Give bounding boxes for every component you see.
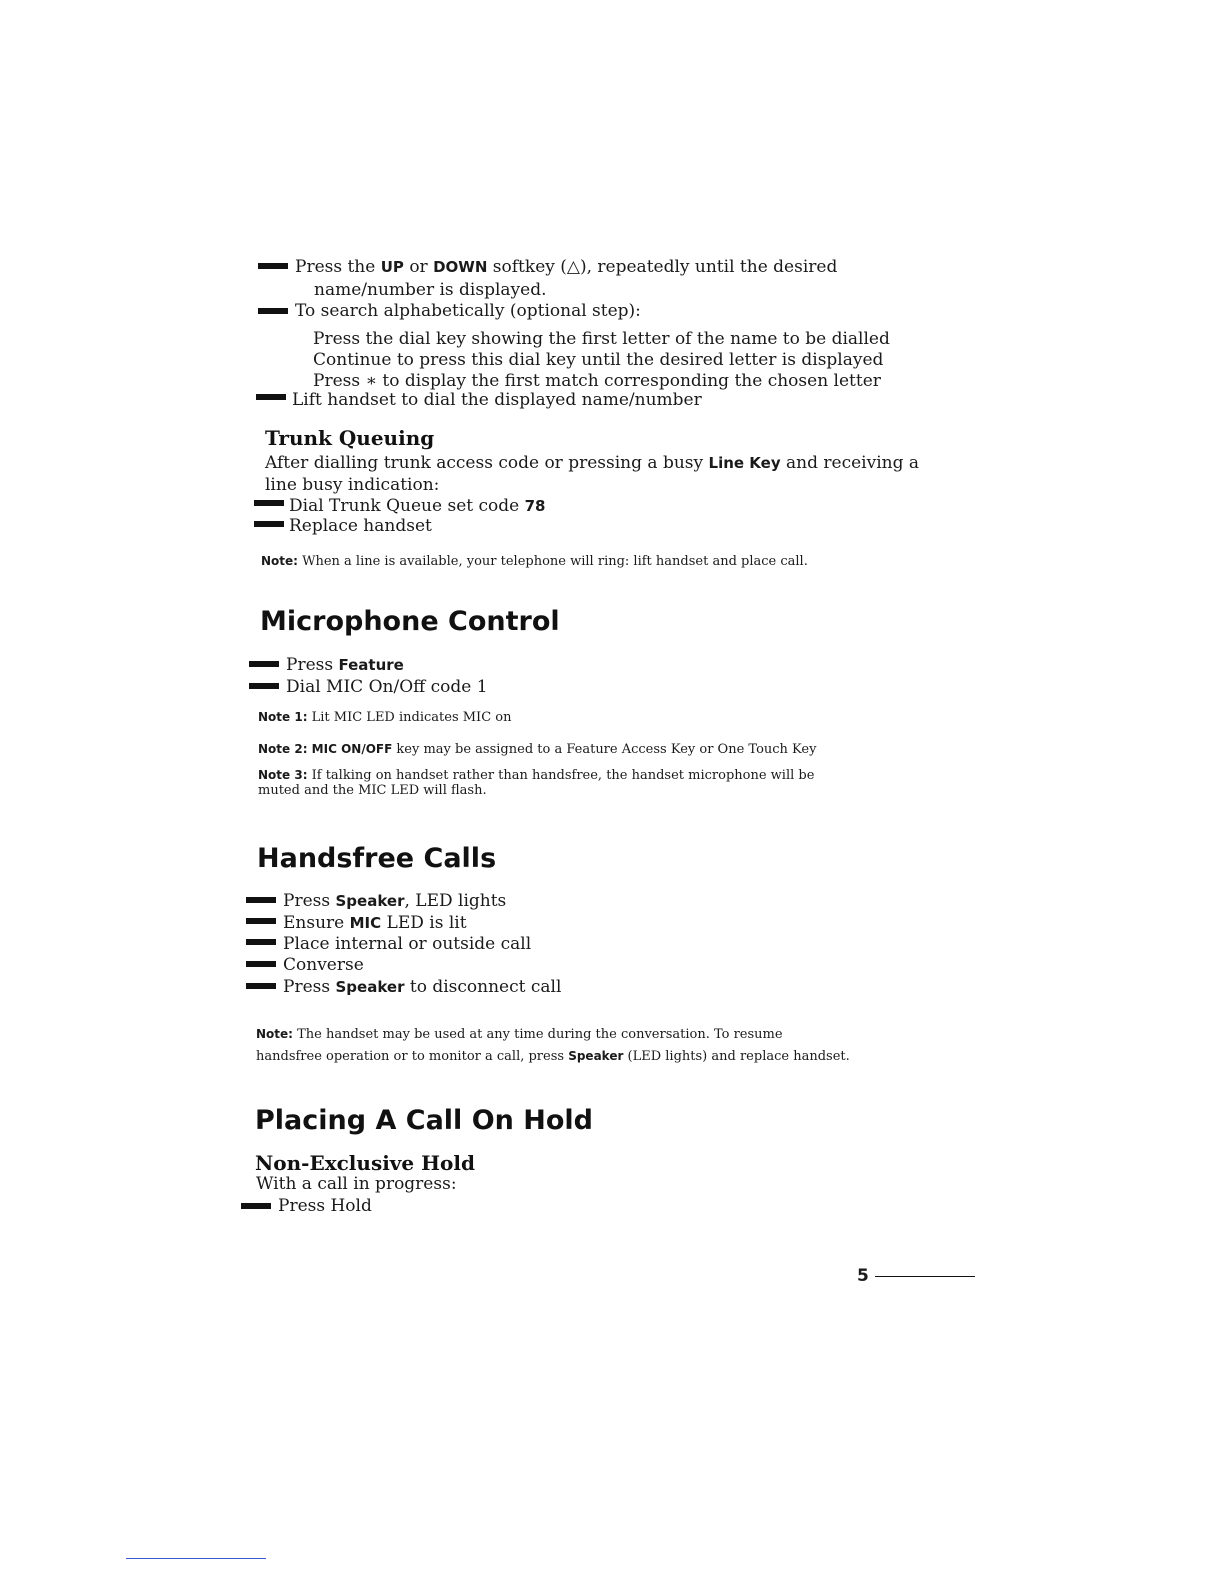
mic-label: MIC [349,914,382,932]
page-number: 5 [857,1266,869,1286]
bullet-icon [246,918,276,924]
section-title-handsfree-calls: Handsfree Calls [257,843,497,874]
step-text: LED is lit [381,913,467,933]
intro-text: After dialling trunk access code or pressing a busy [265,453,709,473]
feature-key-label: Feature [338,656,404,674]
step-disconnect [283,977,561,997]
step-place-call: Place internal or outside call [283,934,532,954]
note-label: Note 3: [258,768,308,782]
bullet-icon [249,661,279,667]
up-key-label: UP [380,258,404,276]
note-label: Note: [261,554,298,568]
note-label: Note 2: [258,742,308,756]
step-press-feature [286,655,404,675]
mic-note-3-line2: muted and the MIC LED will flash. [258,783,487,798]
step-converse: Converse [283,955,364,975]
handsfree-note-line2 [256,1048,850,1065]
bullet-icon [246,897,276,903]
bullet-icon [241,1203,271,1209]
sub-step: Press ∗ to display the first match corresponding the chosen letter [313,371,881,391]
section-title-trunk-queuing: Trunk Queuing [265,426,435,450]
bullet-icon [258,263,288,269]
trunk-queuing-intro-line2: line busy indication: [265,475,440,495]
trunk-queuing-intro [265,453,919,473]
down-key-label: DOWN [433,258,488,276]
step-text: Press [286,655,339,675]
note-label: Note 1: [258,710,308,724]
mic-note-2 [258,741,816,758]
step-text: Press [283,891,336,911]
section-title-placing-call-on-hold: Placing A Call On Hold [255,1105,594,1136]
note-text: If talking on handset rather than handsfree, the handset microphone will be [307,768,815,783]
subsection-title-non-exclusive-hold: Non-Exclusive Hold [255,1151,475,1175]
step-ensure-mic [283,913,467,933]
step-press-up-down [295,257,837,277]
step-replace-handset: Replace handset [289,516,432,536]
step-text: or [403,257,434,277]
note-label: Note: [256,1027,293,1041]
page-number-rule [875,1276,975,1277]
step-text: softkey ( [487,257,567,277]
speaker-key-label: Speaker [335,978,405,996]
step-text: , LED lights [404,891,507,911]
note-text: Lit MIC LED indicates MIC on [307,710,512,725]
bullet-icon [254,521,284,527]
step-text: Ensure [283,913,350,933]
handsfree-note [256,1026,783,1043]
speaker-key-label: Speaker [335,892,405,910]
bullet-icon [256,394,286,400]
section-title-microphone-control: Microphone Control [260,606,560,637]
note-text: The handset may be used at any time during the conversation. To resume [292,1027,783,1042]
bullet-icon [254,500,284,506]
mic-note-3 [258,767,814,784]
sub-step: Press the dial key showing the first letter of the name to be dialled [313,329,890,349]
note-text: (LED lights) and replace handset. [623,1049,850,1064]
trunk-queuing-note [261,553,808,570]
mic-note-1 [258,709,511,726]
note-text: When a line is available, your telephone will ring: lift handset and place call. [297,554,808,569]
bullet-icon [249,683,279,689]
line-key-label: Line Key [708,454,781,472]
note-text: handsfree operation or to monitor a call, press [256,1049,569,1064]
speaker-key-label: Speaker [568,1049,624,1063]
step-text: to disconnect call [404,977,562,997]
bullet-icon [246,961,276,967]
hold-intro: With a call in progress: [256,1174,457,1194]
step-text: Press the [295,257,381,277]
step-search-alphabetically: To search alphabetically (optional step): [295,301,641,321]
bullet-icon [258,308,288,314]
bullet-icon [246,939,276,945]
step-text: Press [283,977,336,997]
step-text: ), repeatedly until the desired [579,257,838,277]
step-lift-handset: Lift handset to dial the displayed name/number [292,390,702,410]
step-text: Dial Trunk Queue set code [289,496,525,516]
scan-artifact-line [126,1558,266,1559]
step-dial-trunk-queue [289,496,545,516]
step-press-speaker [283,891,506,911]
sub-step: Continue to press this dial key until the desired letter is displayed [313,350,884,370]
bullet-icon [246,983,276,989]
step-press-hold: Press Hold [278,1196,372,1216]
mic-on-off-label: MIC ON/OFF [307,742,393,756]
step-dial-mic-code: Dial MIC On/Off code 1 [286,677,488,697]
step-continuation: name/number is displayed. [314,280,547,300]
intro-text: and receiving a [780,453,919,473]
note-text: key may be assigned to a Feature Access Key or One Touch Key [392,742,817,757]
trunk-queue-code: 78 [524,497,546,515]
triangle-softkey-icon: △ [566,257,580,277]
